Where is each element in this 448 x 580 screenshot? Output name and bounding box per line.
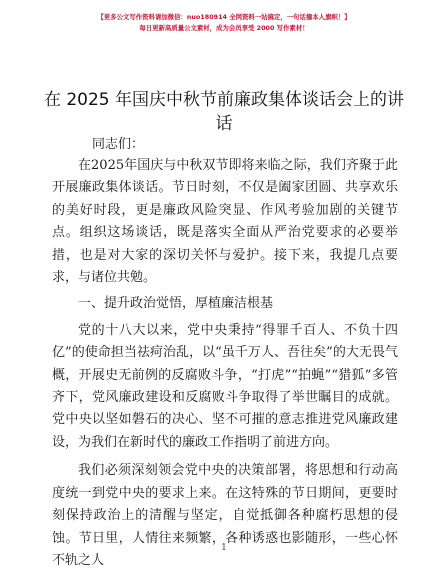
section-heading: 一、提升政治觉悟，厚植廉洁根基	[78, 296, 274, 312]
salutation: 同志们：	[92, 137, 145, 152]
paragraph-intro: 在2025年国庆与中秋双节即将来临之际，我们齐聚于此开展廉政集体谈话。节日时刻，不仅是阖家团圆、共享欢乐的美好时段，更是廉政风险突显、作风考验加剧的关键节点。组织这场谈话，既是落实全面从严治党要求的必要举措，也是对大家的深切关怀与爱护。接下来，我提几点要求，与诸位共勉。	[52, 158, 398, 286]
paragraph-2: 我们必须深刻领会党中央的决策部署，将思想和行动高度统一到党中央的要求上来。在这特殊的节日期间，更要时刻保持政治上的清醒与坚定，自觉抵御各种腐朽思想的侵蚀。节日里，人情往来频繁，各种诱惑也影随形，一些心怀不轨之人	[52, 463, 398, 568]
document-title: 在 2025 年国庆中秋节前廉政集体谈话会上的讲话	[43, 90, 405, 134]
document-body	[52, 155, 398, 572]
paragraph-1: 党的十八大以来，党中央秉持“得罪千百人、不负十四亿”的使命担当祛疴治乱，以“虽千万人、吾往矣”的大无畏气概，开展史无前例的反腐败斗争，“打虎”“拍蝇”“猎狐”多管齐下，党风廉政建设和反腐败斗争取得了举世瞩目的成就。党中央以坚如磐石的决心、坚不可摧的意志推进党风廉政建设，为我们在新时代的廉政工作指明了前进方向。	[52, 322, 398, 450]
page-number: 1	[221, 543, 227, 553]
banner-line-2: 每日更新高质量公文素材，成为会员享受 2000 写作素材！	[139, 24, 309, 32]
promo-banner	[0, 12, 448, 34]
banner-line-1: 【更多公文写作资料请加微信：nuo180914 全网资料一站搞定，一句话撞本人旗帜！】	[97, 13, 351, 21]
